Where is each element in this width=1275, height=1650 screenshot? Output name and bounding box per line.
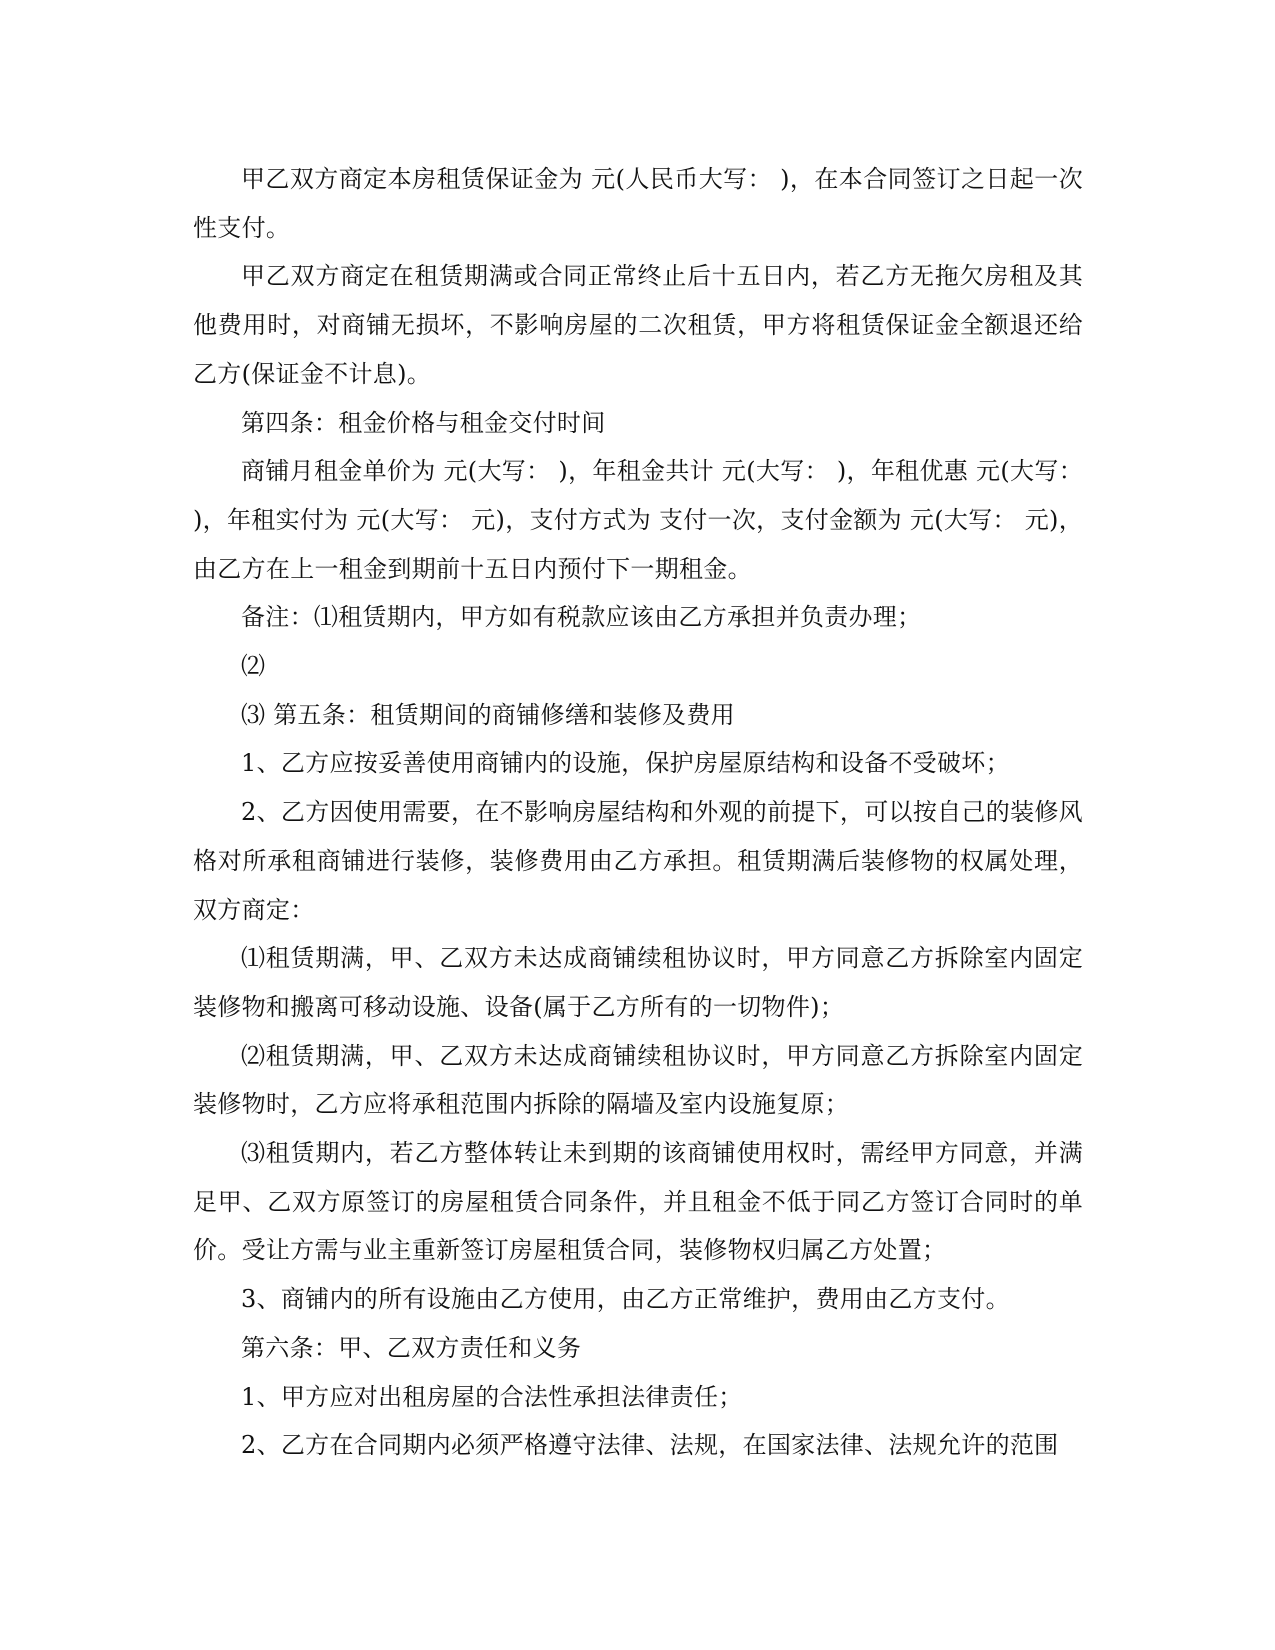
article-6-heading: 第六条：甲、乙双方责任和义务 [241,1333,582,1362]
paragraph-article-6-item-1: 1、甲方应对出租房屋的合法性承担法律责任； [241,1382,743,1411]
document-body [193,155,1083,1470]
paragraph-note-2: ⑵ [241,652,266,681]
paragraph-rent-price: 商铺月租金单价为 元(大写： )，年租金共计 元(大写： )，年租优惠 元(大写： )，年租实付为 元(大写： 元)，支付方式为 支付一次，支付金额为 元(大写： 元)，由乙方在上一租金到期前十五日内预付下一期租金。 [193,457,1083,583]
paragraph-article-5-item-2: 2、乙方因使用需要，在不影响房屋结构和外观的前提下，可以按自己的装修风格对所承租商铺进行装修，装修费用由乙方承担。租赁期满后装修物的权属处理，双方商定： [193,798,1083,924]
paragraph-article-5-sub-2: ⑵租赁期满，甲、乙双方未达成商铺续租协议时，甲方同意乙方拆除室内固定装修物时，乙方应将承租范围内拆除的隔墙及室内设施复原； [193,1041,1083,1119]
paragraph-article-5-item-1: 1、乙方应按妥善使用商铺内的设施，保护房屋原结构和设备不受破坏； [241,749,1010,778]
paragraph-article-5-sub-1: ⑴租赁期满，甲、乙双方未达成商铺续租协议时，甲方同意乙方拆除室内固定装修物和搬离可移动设施、设备(属于乙方所有的一切物件)； [193,944,1083,1021]
article-4-heading: 第四条：租金价格与租金交付时间 [241,408,606,437]
paragraph-deposit-refund: 甲乙双方商定在租赁期满或合同正常终止后十五日内，若乙方无拖欠房租及其他费用时，对商铺无损坏，不影响房屋的二次租赁，甲方将租赁保证金全额退还给乙方(保证金不计息)。 [193,262,1083,388]
paragraph-article-6-item-2: 2、乙方在合同期内必须严格遵守法律、法规，在国家法律、法规允许的范围 [241,1431,1059,1460]
paragraph-article-5-item-3: 3、商铺内的所有设施由乙方使用，由乙方正常维护，费用由乙方支付。 [241,1285,1010,1314]
paragraph-note-tax: 备注：⑴租赁期内，甲方如有税款应该由乙方承担并负责办理； [241,603,922,632]
paragraph-deposit-amount: 甲乙双方商定本房租赁保证金为 元(人民币大写： )，在本合同签订之日起一次性支付。 [193,165,1083,242]
article-5-heading: ⑶ 第五条：租赁期间的商铺修缮和装修及费用 [241,700,735,729]
paragraph-article-5-sub-3: ⑶租赁期内，若乙方整体转让未到期的该商铺使用权时，需经甲方同意，并满足甲、乙双方原签订的房屋租赁合同条件，并且租金不低于同乙方签订合同时的单价。受让方需与业主重新签订房屋租赁合同，装修物权归属乙方处置； [193,1139,1083,1265]
